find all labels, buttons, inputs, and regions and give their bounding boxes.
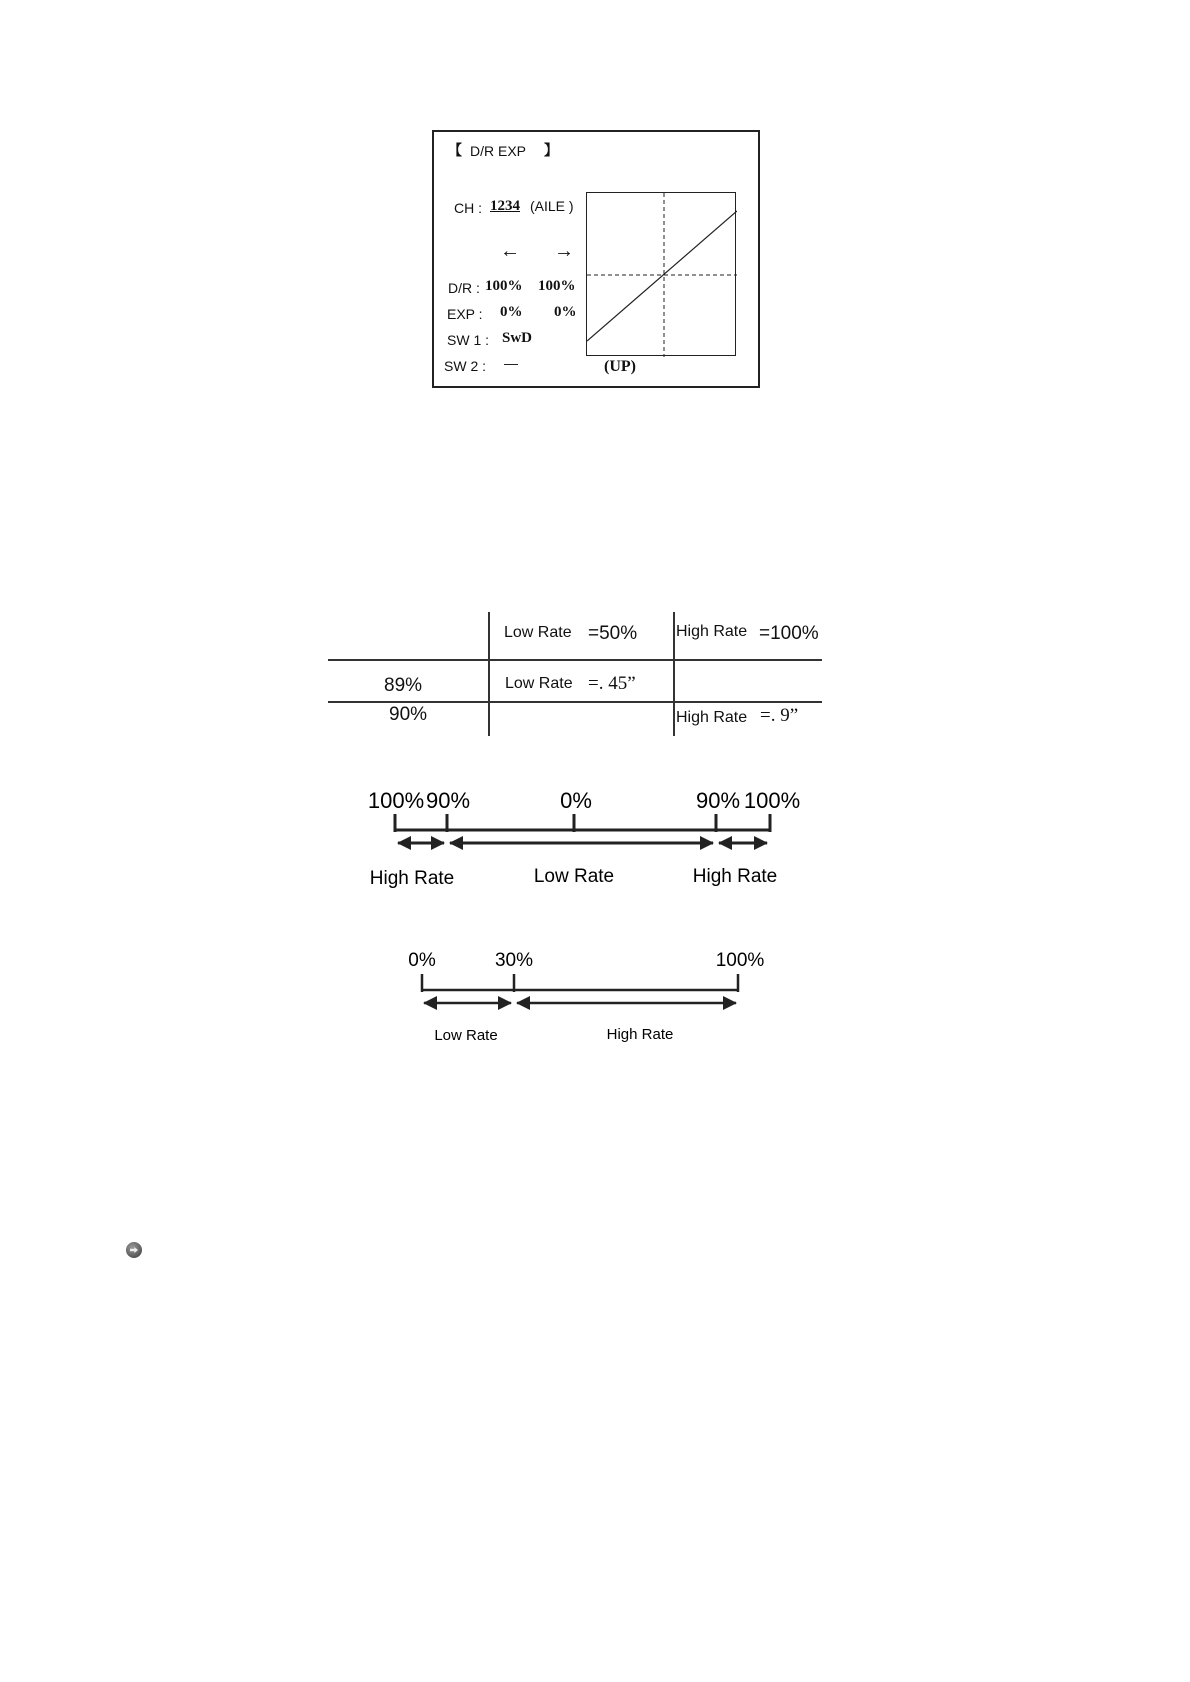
ch-value[interactable]: 1234 [490,198,520,214]
row1-rate-label: Low Rate [505,675,573,692]
row1-rate-value: =. 45” [588,673,636,694]
row2-percent: 90% [389,704,428,725]
row2-rate-value: =. 9” [760,705,799,726]
sw1-label: SW 1 : [447,332,490,348]
dr-exp-screen [432,130,760,388]
rate-table [328,612,822,736]
label-high-rate-right: High Rate [692,866,778,887]
arrow-left-icon: ← [500,240,520,262]
tick-label-right-90: 90% [695,788,741,813]
dr-label: D/R : [448,280,480,296]
symmetric-rate-scale [360,780,820,900]
header-high-rate-value: =100% [759,623,819,644]
table-divider-1 [328,659,822,661]
tick-label-left-100: 100% [367,788,425,813]
label-high-rate: High Rate [606,1026,674,1043]
title-bracket-close: 】 [544,142,558,158]
table-divider-2 [328,701,822,703]
header-low-rate-label: Low Rate [504,624,572,641]
arrow-right-icon: → [554,240,574,262]
ch-name: (AILE ) [530,198,574,214]
tick-label-30: 30% [494,950,534,971]
label-high-rate-left: High Rate [369,868,455,889]
dr-curve-graph [586,192,736,356]
linear-rate-scale [400,948,780,1048]
label-low-rate: Low Rate [533,866,615,887]
dr-curve-line [587,211,737,341]
dr-left-value[interactable]: 100% [485,278,523,294]
row2-rate-label: High Rate [676,709,748,726]
tick-label-right-100: 100% [743,788,801,813]
tick-label-left-90: 90% [425,788,471,813]
sw2-label: SW 2 : [444,358,487,374]
graph-caption: (UP) [604,358,636,375]
exp-right-value[interactable]: 0% [554,304,577,320]
dr-right-value[interactable]: 100% [538,278,576,294]
title-bracket-open: 【 [448,142,462,158]
sw2-value[interactable]: — [504,355,518,371]
tick-label-center-0: 0% [560,788,592,813]
table-col-divider-2 [673,612,675,736]
header-low-rate-value: =50% [588,623,638,644]
arrow-bullet-icon [126,1242,142,1258]
exp-left-value[interactable]: 0% [500,304,523,320]
tick-label-0: 0% [408,950,436,971]
tick-label-100: 100% [715,950,765,971]
header-high-rate-label: High Rate [676,623,748,640]
curve-svg [587,193,737,357]
exp-label: EXP : [447,306,483,322]
table-col-divider-1 [488,612,490,736]
row1-percent: 89% [384,675,423,696]
sw1-value[interactable]: SwD [502,330,533,346]
screen-title: D/R EXP [470,143,527,159]
ch-label: CH : [454,200,482,216]
label-low-rate: Low Rate [434,1027,498,1044]
